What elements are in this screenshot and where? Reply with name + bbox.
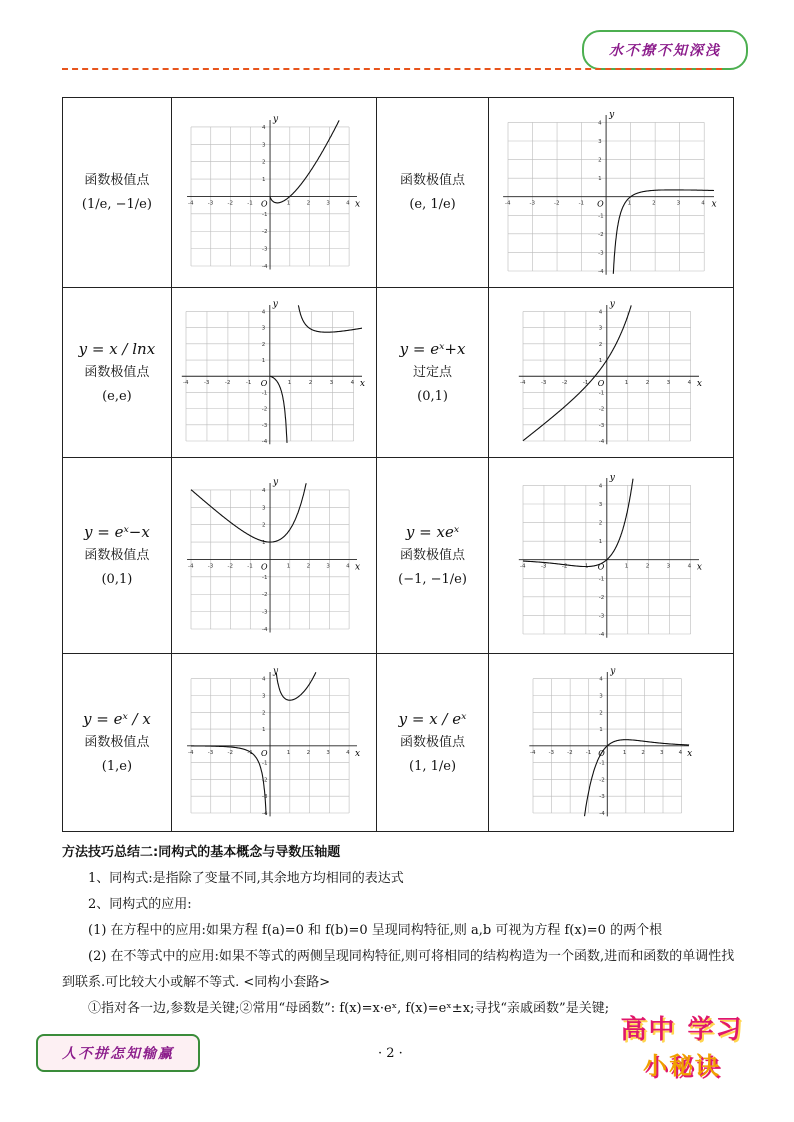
y-tick-label: -2: [598, 594, 605, 601]
x-tick-label: -4: [505, 200, 511, 207]
y-tick-label: 1: [261, 176, 266, 183]
origin-label: O: [597, 199, 604, 209]
x-tick-label: -2: [224, 379, 231, 386]
y-tick-label: -4: [598, 438, 605, 445]
graph-lnx-over-x: [496, 103, 726, 283]
x-tick-label: 3: [666, 379, 671, 386]
origin-label: O: [260, 378, 268, 388]
note: 函数极值点: [84, 172, 150, 188]
y-tick-label: 3: [599, 693, 603, 700]
x-tick-label: -1: [247, 749, 253, 756]
x-tick-label: -4: [187, 749, 194, 756]
function-curve: [523, 305, 631, 440]
y-tick-label: 4: [598, 119, 602, 126]
x-tick-label: 4: [678, 749, 683, 756]
origin-label: O: [260, 198, 268, 208]
point: (1,e): [101, 758, 133, 774]
graph-x-over-exp: [521, 660, 701, 825]
header-stamp: 水不撩不知深浅: [582, 30, 748, 70]
y-tick-label: -2: [261, 406, 268, 413]
x-tick-label: 1: [624, 563, 629, 570]
x-tick-label: 1: [287, 379, 292, 386]
cell-text: [376, 98, 489, 288]
badge-line2: 小秘诀: [643, 1052, 721, 1080]
graph-x-over-lnx: [174, 293, 374, 453]
x-tick-label: -3: [207, 562, 213, 569]
x-tick-label: -1: [245, 379, 252, 386]
page-number: · 2 ·: [378, 1046, 403, 1061]
header-divider: [62, 68, 722, 70]
cell-text: [63, 654, 172, 832]
y-tick-label: 1: [599, 727, 603, 734]
y-tick-label: -3: [598, 612, 605, 619]
y-tick-label: -2: [598, 231, 604, 238]
y-tick-label: -4: [599, 811, 605, 817]
paragraph: 1、同构式:是指除了变量不同,其余地方均相同的表达式: [88, 871, 404, 886]
x-tick-label: -3: [541, 563, 547, 570]
paragraph: ①指对各一边,参数是关键;②常用“母函数”: f(x)=x·eˣ, f(x)=eˣ±x;寻找“亲戚函数”是关键;: [88, 1001, 610, 1016]
y-axis-label: y: [609, 109, 615, 120]
y-tick-label: 2: [261, 159, 266, 166]
x-tick-label: 4: [350, 379, 354, 386]
formula: y = eˣ−x: [84, 522, 150, 541]
note: 过定点: [413, 364, 453, 380]
y-tick-label: 4: [261, 124, 266, 131]
origin-label: O: [260, 561, 268, 571]
y-tick-label: 2: [598, 520, 603, 527]
y-tick-label: -2: [598, 406, 605, 413]
x-tick-label: -4: [520, 563, 526, 570]
x-tick-label: 2: [645, 563, 650, 570]
table-row: [63, 654, 734, 832]
function-curve: [191, 672, 316, 815]
x-tick-label: -1: [583, 563, 589, 570]
y-tick-label: -2: [261, 591, 268, 598]
y-tick-label: -4: [261, 811, 268, 817]
paragraph: (2) 在不等式中的应用:如果不等式的两侧呈现同构特征,则可将相同的结构构造为一个函数,进而和函数的单调性找到联系.可比较大小或解不等式. <同构小套路>: [62, 949, 735, 990]
table-row: [63, 98, 734, 288]
x-tick-label: 1: [286, 562, 291, 569]
x-tick-label: 4: [345, 199, 350, 206]
y-axis-label: y: [272, 477, 278, 488]
x-tick-label: -1: [247, 199, 253, 206]
x-tick-label: -2: [562, 379, 568, 386]
origin-label: O: [597, 378, 605, 388]
x-tick-label: 4: [687, 379, 692, 386]
graph-cell: [171, 98, 376, 288]
x-tick-label: 3: [660, 749, 664, 756]
x-axis-label: x: [711, 199, 717, 210]
x-tick-label: 1: [286, 749, 291, 756]
graph-x-exp: [511, 466, 711, 646]
point: (e, 1/e): [409, 196, 456, 212]
y-axis-label: y: [272, 299, 278, 310]
x-tick-label: 3: [676, 200, 681, 207]
graph-cell: [489, 654, 734, 832]
point: (1, 1/e): [409, 758, 457, 774]
point: (−1, −1/e): [398, 571, 467, 587]
y-tick-label: 3: [261, 325, 266, 332]
y-tick-label: 4: [261, 676, 266, 683]
formula: y = eˣ / x: [82, 709, 151, 728]
x-tick-label: -3: [207, 199, 213, 206]
graph-exp-over-x: [179, 660, 369, 825]
graph-exp-plus-x: [511, 293, 711, 453]
table-row: [63, 288, 734, 458]
point: (1/e, −1/e): [81, 196, 152, 212]
y-tick-label: -3: [599, 794, 605, 801]
note: 函数极值点: [400, 547, 466, 563]
y-axis-label: y: [609, 299, 616, 310]
x-tick-label: 1: [286, 199, 291, 206]
x-tick-label: 3: [326, 562, 330, 569]
x-tick-label: -2: [562, 563, 568, 570]
graph-cell: [171, 654, 376, 832]
x-tick-label: 4: [687, 563, 692, 570]
note: 函数极值点: [400, 172, 466, 188]
x-tick-label: 3: [326, 199, 330, 206]
x-tick-label: 2: [306, 199, 310, 206]
y-tick-label: 1: [261, 539, 266, 546]
note: 函数极值点: [84, 547, 150, 563]
graph-cell: [171, 458, 376, 654]
x-tick-label: 2: [306, 749, 310, 756]
y-axis-label: y: [610, 666, 616, 677]
y-tick-label: 4: [598, 482, 603, 489]
x-tick-label: 3: [329, 379, 333, 386]
x-tick-label: -2: [227, 562, 233, 569]
x-axis-label: x: [354, 561, 360, 572]
x-tick-label: -2: [567, 749, 573, 756]
x-tick-label: 4: [345, 562, 350, 569]
graph-cell: [171, 288, 376, 458]
footer-stamp: 人不拼怎知输赢: [36, 1034, 200, 1072]
y-tick-label: 3: [261, 504, 266, 511]
x-tick-label: 4: [701, 200, 705, 207]
x-tick-label: 3: [666, 563, 671, 570]
paragraph: (1) 在方程中的应用:如果方程 f(a)=0 和 f(b)=0 呈现同构特征,则 a,b 可视为方程 f(x)=0 的两个根: [88, 923, 663, 938]
y-tick-label: 2: [261, 522, 266, 529]
x-tick-label: -3: [203, 379, 210, 386]
point: (0,1): [101, 571, 133, 587]
x-axis-label: x: [354, 198, 360, 209]
x-tick-label: -1: [247, 562, 253, 569]
x-tick-label: 1: [627, 200, 632, 207]
x-tick-label: -4: [187, 199, 194, 206]
x-axis-label: x: [697, 378, 703, 389]
table-row: [63, 458, 734, 654]
y-tick-label: 4: [599, 676, 603, 683]
x-tick-label: -3: [548, 749, 555, 756]
x-tick-label: 2: [308, 379, 312, 386]
x-tick-label: -1: [585, 749, 592, 756]
x-tick-label: 1: [623, 749, 627, 756]
function-curve: [270, 305, 362, 443]
graph-cell: [489, 288, 734, 458]
y-tick-label: 2: [598, 157, 602, 164]
formula: y = xeˣ: [405, 522, 460, 541]
x-axis-label: x: [687, 748, 693, 759]
graph-cell: [489, 98, 734, 288]
cell-text: [376, 458, 489, 654]
origin-label: O: [260, 748, 268, 758]
x-tick-label: -4: [520, 379, 526, 386]
x-tick-label: -4: [182, 379, 189, 386]
note: 函数极值点: [400, 734, 466, 750]
y-tick-label: -1: [598, 212, 604, 219]
y-tick-label: -1: [261, 574, 268, 581]
y-tick-label: -1: [261, 211, 268, 218]
y-tick-label: -4: [261, 263, 268, 270]
x-tick-label: -1: [583, 379, 589, 386]
cell-text: [376, 288, 489, 458]
y-tick-label: -2: [261, 777, 268, 784]
x-axis-label: x: [697, 562, 703, 573]
y-tick-label: 4: [261, 308, 266, 315]
y-tick-label: -2: [261, 228, 268, 235]
formula: y = eˣ+x: [399, 339, 466, 358]
x-tick-label: 2: [306, 562, 310, 569]
y-tick-label: 1: [261, 357, 266, 364]
note: 函数极值点: [84, 734, 150, 750]
y-tick-label: 3: [598, 325, 603, 332]
cell-text: [63, 98, 172, 288]
graph-xlnx: [179, 108, 369, 278]
x-tick-label: -2: [554, 200, 560, 207]
y-axis-label: y: [272, 666, 278, 677]
x-tick-label: 3: [326, 749, 330, 756]
y-tick-label: 3: [261, 141, 266, 148]
body-text: [62, 840, 742, 1022]
y-tick-label: 2: [598, 341, 603, 348]
cell-text: [63, 288, 172, 458]
y-tick-label: 3: [598, 501, 603, 508]
point: (0,1): [417, 388, 448, 404]
origin-label: O: [598, 748, 606, 758]
y-tick-label: 1: [598, 175, 602, 182]
note: 函数极值点: [84, 364, 150, 380]
y-tick-label: -3: [261, 422, 268, 429]
x-tick-label: -3: [529, 200, 536, 207]
y-tick-label: 1: [261, 727, 266, 734]
y-axis-label: y: [609, 472, 616, 483]
x-tick-label: -3: [541, 379, 547, 386]
y-tick-label: -4: [261, 626, 268, 633]
point: (e,e): [102, 388, 132, 404]
x-tick-label: -4: [530, 749, 536, 756]
cell-text: [376, 654, 489, 832]
origin-label: O: [597, 562, 605, 572]
y-tick-label: 2: [261, 710, 266, 717]
y-tick-label: -1: [261, 389, 268, 396]
x-axis-label: x: [354, 748, 360, 759]
y-tick-label: 2: [261, 341, 266, 348]
y-tick-label: -1: [598, 389, 605, 396]
y-tick-label: -3: [261, 794, 268, 801]
y-tick-label: -3: [598, 422, 605, 429]
function-curve: [191, 483, 306, 542]
x-tick-label: -1: [578, 200, 585, 207]
y-tick-label: 1: [598, 538, 603, 545]
x-tick-label: 4: [345, 749, 350, 756]
x-tick-label: 2: [645, 379, 650, 386]
y-tick-label: 4: [598, 308, 603, 315]
graph-cell: [489, 458, 734, 654]
y-tick-label: 2: [599, 710, 603, 717]
formula: y = x / eˣ: [398, 709, 467, 728]
y-tick-label: -2: [599, 777, 605, 784]
x-tick-label: -3: [207, 749, 213, 756]
study-tips-badge: [602, 1000, 762, 1090]
y-tick-label: 3: [261, 693, 266, 700]
x-tick-label: -2: [227, 199, 233, 206]
y-tick-label: 4: [261, 487, 266, 494]
y-tick-label: -4: [598, 268, 604, 275]
y-tick-label: 3: [598, 138, 602, 145]
paragraph: 2、同构式的应用:: [88, 897, 192, 912]
y-tick-label: -3: [261, 609, 268, 616]
x-tick-label: -2: [227, 749, 233, 756]
y-tick-label: -1: [261, 760, 268, 767]
y-tick-label: -3: [598, 249, 604, 256]
x-tick-label: 1: [624, 379, 629, 386]
x-tick-label: 2: [641, 749, 646, 756]
cell-text: [63, 458, 172, 654]
y-tick-label: -1: [599, 760, 605, 767]
y-tick-label: -3: [261, 246, 268, 253]
x-tick-label: 2: [652, 200, 656, 207]
y-tick-label: -4: [598, 631, 605, 638]
y-axis-label: y: [272, 114, 278, 125]
y-tick-label: -1: [598, 575, 605, 582]
x-axis-label: x: [359, 378, 365, 389]
formula: y = x / lnx: [78, 339, 156, 358]
badge-line1: 高中 学习: [620, 1015, 744, 1045]
y-tick-label: 1: [598, 357, 603, 364]
section-heading: 方法技巧总结二:同构式的基本概念与导数压轴题: [62, 845, 341, 860]
function-graph-table: [62, 97, 734, 832]
x-tick-label: -4: [187, 562, 194, 569]
y-tick-label: -4: [261, 438, 268, 445]
graph-exp-minus-x: [179, 471, 369, 641]
